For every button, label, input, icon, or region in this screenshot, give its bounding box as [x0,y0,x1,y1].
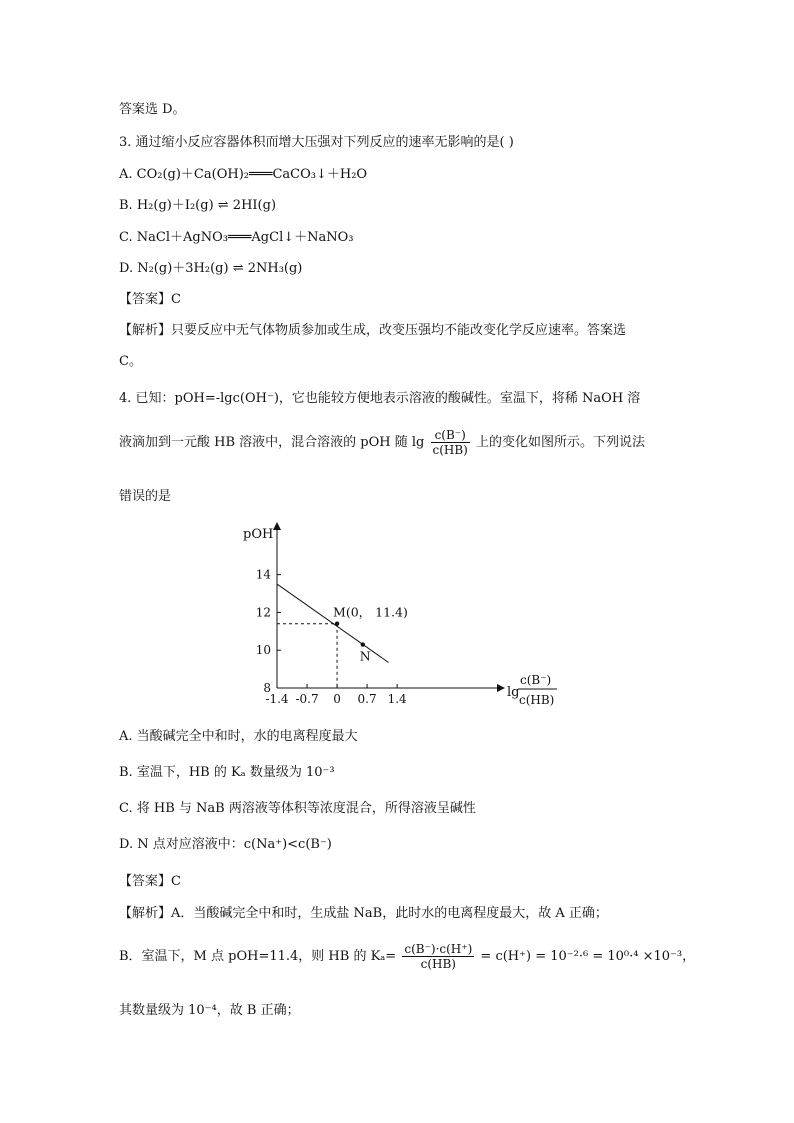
x-tick-label: 0 [333,692,341,706]
x-axis-label-prefix: lg [507,685,520,700]
ka-numerator: c(B⁻)·c(H⁺) [404,942,473,956]
concentration-ratio-fraction [431,428,470,457]
question-4-stem-line-3: 错误的是 [119,489,172,504]
point-m [335,622,339,626]
question-3-stem: 3. 通过缩小反应容器体积而增大压强对下列反应的速率无影响的是( ) [119,135,514,150]
ka-denominator: c(HB) [420,957,456,971]
question-4-answer: 【答案】C [119,874,181,889]
question-4-option-c: C. 将 HB 与 NaB 两溶液等体积等浓度混合，所得溶液呈碱性 [119,801,476,816]
y-tick-label: 8 [263,681,271,695]
ka-fraction [402,942,474,971]
analysis-text-after-fraction: = c(H⁺) = 10⁻²·⁶ = 10⁰·⁴ ×10⁻³， [480,949,696,964]
question-4-analysis-line-3: 其数量级为 10⁻⁴，故 B 正确； [119,1003,300,1018]
question-4-option-b: B. 室温下，HB 的 Kₐ 数量级为 10⁻³ [119,765,335,780]
point-m-label: M(0， 11.4) [333,604,408,620]
fraction-denominator: c(HB) [432,443,468,457]
y-tick-label: 10 [255,643,271,658]
question-3-option-d: D. N₂(g)＋3H₂(g) ⇌ 2NH₃(g) [119,261,303,276]
text-line: 答案选 D。 [119,102,186,117]
question-3-option-b: B. H₂(g)＋I₂(g) ⇌ 2HI(g) [119,198,277,213]
x-axis-label-denominator: c(HB) [519,693,555,707]
poh-chart [225,518,585,718]
question-3-answer: 【答案】C [119,292,181,307]
y-tick-label: 12 [255,605,271,620]
question-4-stem-line-1: 4. 已知：pOH=-lgc(OH⁻)，它也能较方便地表示溶液的酸碱性。室温下，将稀 NaOH 溶 [119,391,641,406]
x-tick-label: -0.7 [295,692,319,706]
x-tick-label: 0.7 [357,692,377,706]
point-n [361,642,365,646]
analysis-text-before-fraction: B．室温下，M 点 pOH=11.4，则 HB 的 Kₐ= [119,949,397,964]
question-3-analysis-line-1: 【解析】只要反应中无气体物质参加或生成，改变压强均不能改变化学反应速率。答案选 [119,323,627,338]
stem-text-before-fraction: 液滴加到一元酸 HB 溶液中，混合溶液的 pOH 随 lg [119,435,425,450]
stem-text-after-fraction: 上的变化如图所示。下列说法 [476,435,646,450]
question-4-analysis-line-2 [119,942,695,971]
question-3-option-a: A. CO₂(g)＋Ca(OH)₂═══CaCO₃↓＋H₂O [119,167,368,182]
question-4-option-a: A. 当酸碱完全中和时，水的电离程度最大 [119,729,358,744]
x-tick-label: 1.4 [387,692,407,706]
y-axis-label: pOH [243,527,274,542]
point-n-label: N [359,648,371,664]
question-3-analysis-line-2: C。 [119,354,142,369]
question-4-analysis-line-1: 【解析】A．当酸碱完全中和时，生成盐 NaB，此时水的电离程度最大，故 A 正确； [119,906,608,921]
question-4-option-d: D. N 点对应溶液中：c(Na⁺)<c(B⁻) [119,837,332,852]
question-4-stem-line-2 [119,428,645,457]
fraction-numerator: c(B⁻) [431,428,470,443]
y-tick-label: 14 [255,567,271,582]
question-3-option-c: C. NaCl＋AgNO₃═══AgCl↓＋NaNO₃ [119,230,354,245]
x-axis-label-numerator: c(B⁻) [520,673,552,687]
x-tick-label: -1.4 [265,692,289,706]
